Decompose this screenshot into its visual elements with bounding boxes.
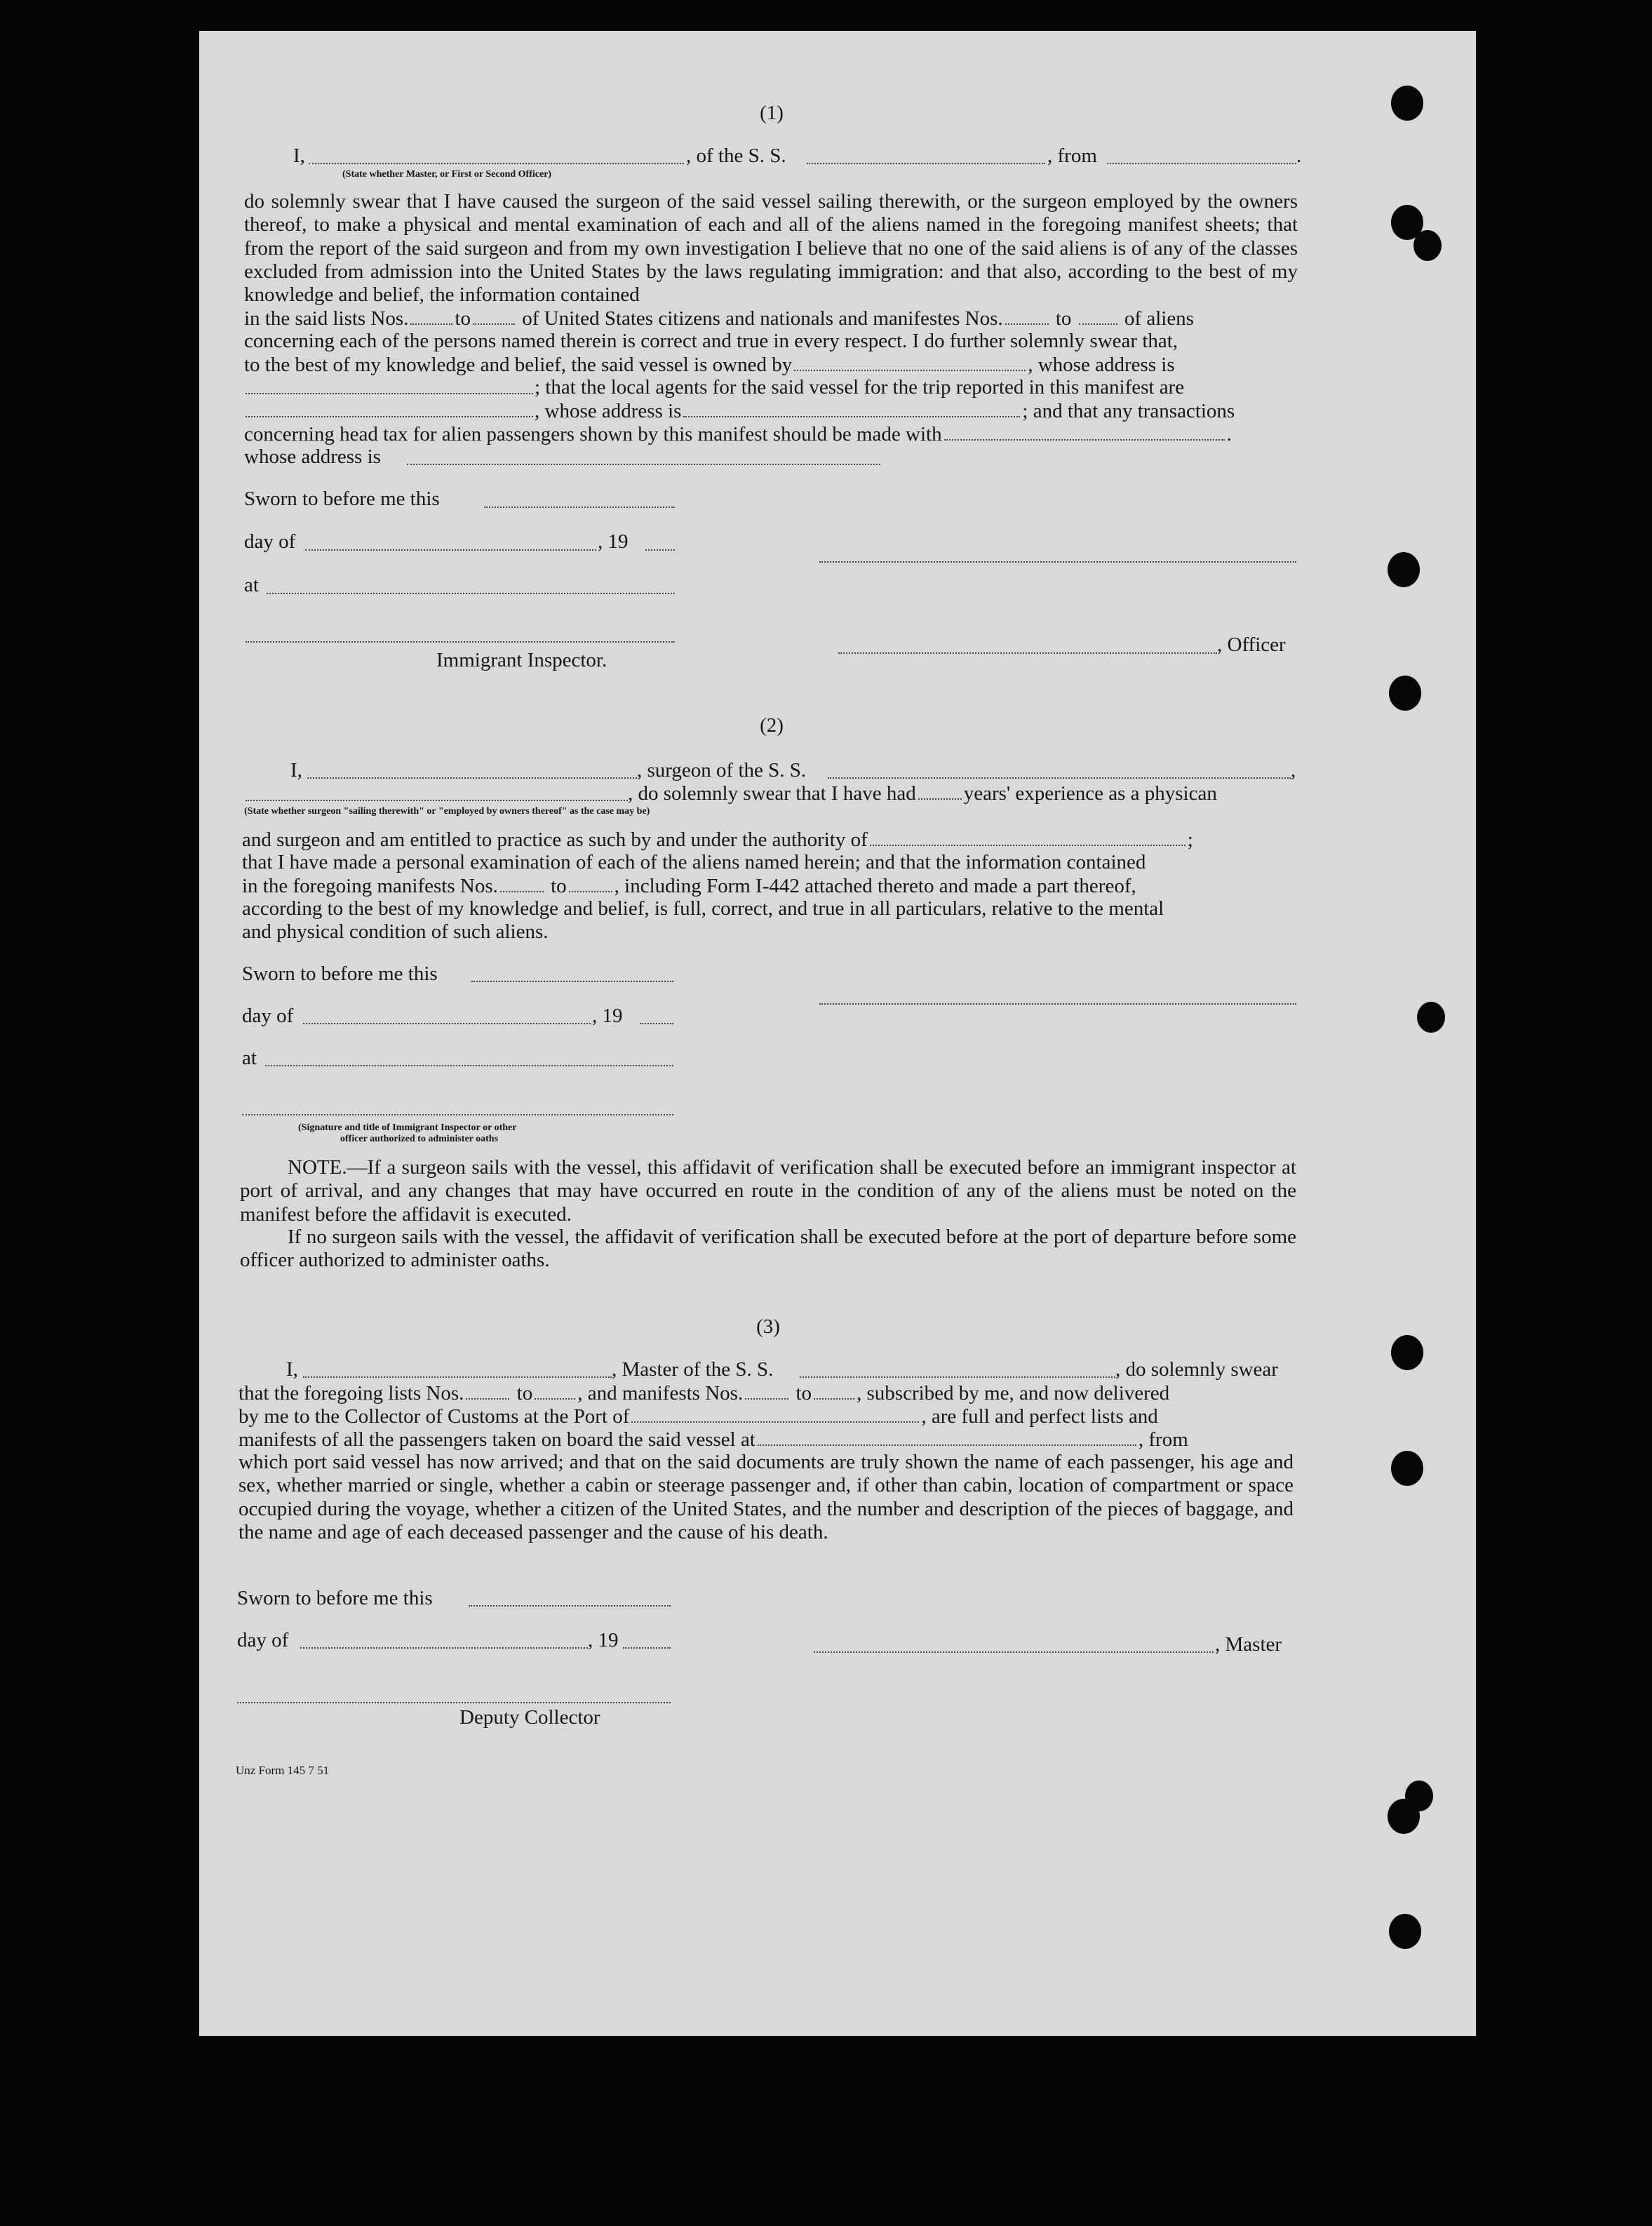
experience-label: years' experience as a physican [963,782,1217,805]
authority-field[interactable] [870,828,1186,846]
at-label: at [244,574,259,596]
swear-label: , do solemnly swear that I have had [628,782,916,805]
years-field[interactable] [918,782,962,800]
whose-address-label: whose address is [244,445,381,468]
section-number: (3) [756,1315,780,1338]
authority-label: and surgeon and am entitled to practice as such by and under the authority of [242,829,868,851]
inspector-signature-field[interactable] [242,1114,673,1115]
lists-nos-label: that the foregoing lists Nos. [239,1382,464,1404]
form-i442-label: , including Form I-442 attached thereto and made a part thereof, [614,875,1136,897]
to-label: to [1055,307,1072,330]
surgeon-vessel-field[interactable] [828,777,1291,779]
surgeon-name-field[interactable] [307,777,637,779]
to-label: to [795,1382,812,1404]
head-tax-field[interactable] [944,422,1225,441]
period: . [1296,145,1302,167]
section1-i-label: I, [293,145,305,167]
manifests-from-field[interactable] [745,1381,788,1400]
sworn-label: Sworn to before me this [244,488,440,510]
ss-label: , of the S. S. [686,145,786,167]
day-of-label: day of [242,1005,294,1027]
period: . [1226,423,1232,445]
punch-hole [1388,552,1420,587]
address-label: , whose address is [535,400,682,422]
year-label: , 19 [588,1629,619,1651]
lists-from-field[interactable] [410,307,452,325]
comma: , [1291,759,1296,782]
month-field[interactable] [303,1023,591,1024]
surgeon-ss-label: , surgeon of the S. S. [637,759,807,782]
form-number: Unz Form 145 7 51 [236,1764,330,1777]
year-label: , 19 [592,1005,623,1027]
officer-name-field[interactable] [838,652,1217,654]
to-label: to [551,875,567,897]
surgeon-note: (State whether surgeon "sailing therewith" or "employed by owners thereof" as the case may be) [244,806,650,817]
manifests-nos-label: , and manifests Nos. [577,1382,744,1404]
from-label: , from [1047,145,1097,167]
master-name-field[interactable] [303,1376,612,1378]
vessel-at-label: manifests of all the passengers taken on board the said vessel at [239,1428,756,1451]
swear-label: , do solemnly swear [1115,1358,1278,1381]
sworn-label: Sworn to before me this [237,1587,433,1609]
day-of-label: day of [237,1629,289,1651]
lists-line [239,1381,1169,1405]
head-tax-address-field[interactable] [407,464,880,465]
manifests-line [242,874,1136,898]
month-field[interactable] [305,549,596,551]
manifests-to-field[interactable] [814,1381,854,1400]
manifests-from-field[interactable] [500,874,544,892]
master-oath-text: which port said vessel has now arrived; and that on the said documents are truly shown the name of each passenger, his age and sex, whether married or single, whether a cabin or steerage passenger and, if other than cabin, location of compartment or space occupied during the voyage, whether a citizen of the United States, and the number and description of the pieces of baggage, and the name and age of each deceased passenger and the cause of his death. [239,1451,1294,1543]
inspector-signature-field[interactable] [246,641,675,643]
section3-i-label: I, [286,1358,298,1381]
authority-line [242,828,1193,852]
officer-rank-field[interactable] [309,163,684,164]
manifests-from-field[interactable] [1005,307,1049,325]
semicolon: ; [1187,829,1193,851]
subscribed-label: , subscribed by me, and now delivered [857,1382,1170,1404]
at-place-field[interactable] [265,1065,673,1066]
local-agents-label: ; that the local agents for the said vessel for the trip reported in this manifest are [535,376,1185,398]
master-ss-label: , Master of the S. S. [612,1358,774,1381]
from-label: , from [1138,1428,1188,1451]
master-label: , Master [1215,1633,1282,1656]
lists-nos-label: in the said lists Nos. [244,307,409,330]
signature-note: (Signature and title of Immigrant Inspector or other [298,1122,517,1133]
vessel-name-field[interactable] [807,163,1045,164]
section-number: (2) [760,714,784,737]
head-tax-line [244,422,1232,446]
day-of-label: day of [244,530,296,553]
sworn-date-field[interactable] [469,1605,671,1607]
punch-hole [1389,676,1421,711]
vessel-at-line [239,1428,1188,1451]
year-label: , 19 [598,530,629,553]
deputy-signature-field[interactable] [237,1702,671,1703]
at-place-field[interactable] [267,593,675,594]
vessel-at-field[interactable] [758,1428,1136,1446]
port-line [239,1404,1158,1428]
lists-from-field[interactable] [466,1381,509,1400]
master-vessel-field[interactable] [800,1376,1115,1378]
signature-note: officer authorized to administer oaths [340,1134,499,1144]
port-field[interactable] [631,1404,919,1423]
lists-line [244,307,1194,330]
note-paragraph: NOTE.—If a surgeon sails with the vessel, this affidavit of verification shall be executed before an immigrant inspector at port of arrival, and any changes that may have occurred en route in the condition of any of the aliens must be noted on the manifest before the affidavit is executed. [240,1156,1296,1226]
year-field[interactable] [623,1647,671,1649]
sworn-date-field[interactable] [471,981,673,982]
sworn-date-field[interactable] [484,507,675,508]
punch-hole [1391,86,1423,121]
transactions-label: ; and that any transactions [1022,400,1235,422]
manifests-to-field[interactable] [569,874,612,892]
head-tax-label: concerning head tax for alien passengers shown by this manifest should be made with [244,423,942,445]
agents-address-field[interactable] [683,399,1020,417]
punch-hole [1417,1002,1445,1033]
at-label: at [242,1047,257,1069]
deputy-collector-label: Deputy Collector [459,1706,600,1729]
officer-signature-field[interactable] [819,561,1296,563]
officer-label: , Officer [1217,633,1286,656]
experience-line [628,782,1217,805]
to-label: to [455,307,471,330]
surgeon-signature-field[interactable] [819,1003,1296,1005]
from-port-field[interactable] [1107,163,1296,164]
master-signature-field[interactable] [814,1651,1214,1653]
owned-by-label: to the best of my knowledge and belief, the said vessel is owned by [244,354,793,376]
sworn-label: Sworn to before me this [242,963,438,985]
owner-address-field[interactable] [246,393,533,394]
owner-field[interactable] [794,353,1026,371]
month-field[interactable] [300,1647,588,1649]
punch-hole [1413,230,1442,261]
section-number: (1) [760,102,784,124]
owned-line [244,353,1175,377]
manifests-nos-label: in the foregoing manifests Nos. [242,875,498,897]
inspector-label: Immigrant Inspector. [436,649,607,671]
port-label: by me to the Collector of Customs at the Port of [239,1405,630,1428]
punch-hole [1391,1335,1423,1370]
knowledge-line: according to the best of my knowledge and belief, is full, correct, and true in all particulars, relative to the mental [242,897,1164,920]
lists-label: , are full and perfect lists and [921,1405,1158,1428]
surgeon-status-field[interactable] [246,800,628,801]
punch-hole [1388,1799,1420,1834]
condition-line: and physical condition of such aliens. [242,920,549,943]
manifests-label: of United States citizens and nationals and manifestes Nos. [522,307,1003,330]
note-paragraph: If no surgeon sails with the vessel, the affidavit of verification shall be executed before at the port of departure before some officer authorized to administer oaths. [240,1226,1296,1272]
lists-to-field[interactable] [473,307,515,325]
section2-i-label: I, [290,759,302,782]
address-label: , whose address is [1028,354,1175,376]
aliens-label: of aliens [1124,307,1194,330]
manifests-to-field[interactable] [1079,307,1117,325]
agents-field[interactable] [246,416,533,417]
punch-hole [1389,1914,1421,1949]
section1-oath-text: do solemnly swear that I have caused the surgeon of the said vessel sailing therewith, or the surgeon employed by the owners thereof, to make a physical and mental examination of each and all of the aliens named in the foregoing manifest sheets; that from the report of the said surgeon and from my own investigation I believe that no one of the said aliens is of any of the classes excluded from admission into the United States by the laws regulating immigration: and that also, according to the best of my knowledge and belief, the information contained [244,190,1298,307]
to-label: to [516,1382,533,1404]
rank-note: (State whether Master, or First or Second Officer) [342,169,552,180]
year-field[interactable] [645,549,675,551]
agents-address-line [535,399,1235,423]
oath-line-3: concerning each of the persons named therein is correct and true in every respect. I do further solemnly swear that, [244,330,1178,352]
lists-to-field[interactable] [535,1381,575,1400]
punch-hole [1391,1451,1423,1486]
year-field[interactable] [640,1023,673,1024]
examination-line: that I have made a personal examination of each of the aliens named herein; and that the information contained [242,851,1146,873]
